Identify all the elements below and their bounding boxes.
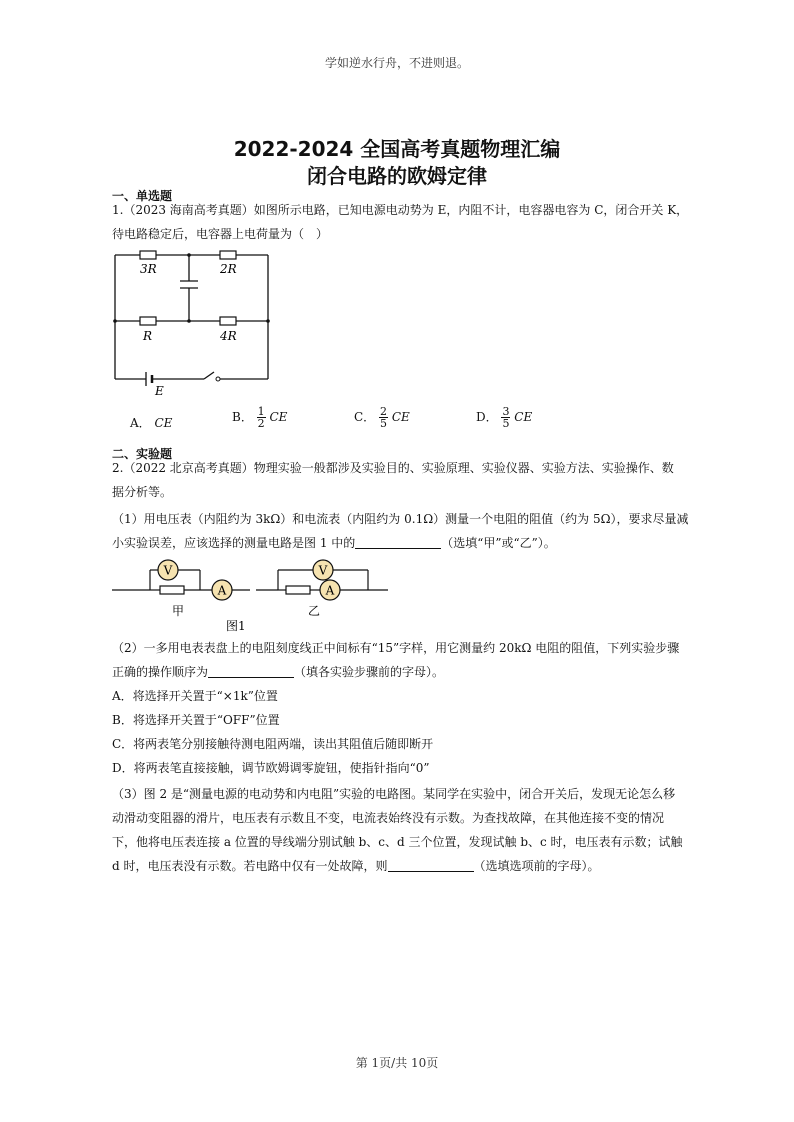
question-2-intro-line-1: 2.（2022 北京高考真题）物理实验一般都涉及实验目的、实验原理、实验仪器、实验方法、实验操作、数 <box>112 461 674 475</box>
label-yi: 乙 <box>308 604 321 618</box>
question-2-part-2 <box>112 636 692 684</box>
ammeter-yi-label: A <box>325 583 335 598</box>
voltmeter-yi-label: V <box>318 563 328 578</box>
answer-blank-2[interactable] <box>208 663 294 678</box>
resistor-yi <box>286 586 310 594</box>
answer-blank-1[interactable] <box>355 534 441 549</box>
ammeter-jia-label: A <box>217 583 227 598</box>
label-jia: 甲 <box>172 604 185 618</box>
question-1-line-2: 待电路稳定后，电容器上电荷量为（ ） <box>112 227 329 241</box>
option-b-fraction: $\frac{1}{2}$ <box>257 405 265 430</box>
section-heading-single-choice: 一、单选题 <box>112 189 173 203</box>
part-2-steps <box>112 684 692 780</box>
option-b-label: B． <box>232 410 253 424</box>
part-3-line-3: 下，他将电压表连接 a 位置的导线端分别试触 b、c、d 三个位置，发现试触 b、c 时，电压表有示数；试触 <box>112 835 683 849</box>
figure-1-caption: 图1 <box>226 619 246 633</box>
label-2r: 2R <box>220 262 237 276</box>
page-header: 学如逆水行舟，不进则退。 <box>324 56 469 70</box>
part-3-line-1: （3）图 2 是“测量电源的电动势和内电阻”实验的电路图。某同学在实验中，闭合开关后，发现无论怎么移 <box>112 787 676 801</box>
junction-dot <box>113 319 117 323</box>
junction-dot <box>187 319 191 323</box>
resistor-r <box>140 317 156 325</box>
switch-contact <box>216 377 220 381</box>
label-e: E <box>155 384 164 398</box>
option-d-fraction: $\frac{3}{5}$ <box>502 405 510 430</box>
resistor-4r <box>220 317 236 325</box>
option-a-label: A． <box>130 416 151 430</box>
option-d <box>476 406 532 429</box>
question-1-circuit-diagram <box>110 248 276 398</box>
page-footer: 第 1页/共 10页 <box>355 1056 439 1070</box>
question-1-stem <box>112 198 692 246</box>
option-c-value: CE <box>391 410 410 424</box>
option-d-label: D． <box>476 410 498 424</box>
option-c <box>354 406 410 429</box>
junction-dot <box>187 253 191 257</box>
question-2-part-3 <box>112 782 692 878</box>
option-c-label: C． <box>354 410 376 424</box>
doc-title: 2022-2024 全国高考真题物理汇编 <box>233 137 561 161</box>
resistor-jia <box>160 586 184 594</box>
option-d-value: CE <box>514 410 533 424</box>
part-3-line-2: 动滑动变阻器的滑片，电压表有示数且不变，电流表始终没有示数。为查找故障，在其他连接不变的情况 <box>112 811 665 825</box>
step-c: C．将两表笔分别接触待测电阻两端，读出其阻值后随即断开 <box>112 737 434 751</box>
answer-blank-3[interactable] <box>388 857 474 872</box>
part-2-line-2: 正确的操作顺序为 （填各实验步骤前的字母）。 <box>112 665 445 679</box>
label-3r: 3R <box>140 262 157 276</box>
question-2-intro-line-2: 据分析等。 <box>112 485 173 499</box>
part-2-line-1: （2）一多用电表表盘上的电阻刻度线正中间标有“15”字样，用它测量约 20kΩ 电阻的阻值，下列实验步骤 <box>112 641 680 655</box>
question-2-intro <box>112 456 692 504</box>
question-1-line-1: 1.（2023 海南高考真题）如图所示电路，已知电源电动势为 E，内阻不计，电容器电容为 C，闭合开关 K， <box>112 203 689 217</box>
option-a <box>130 414 172 431</box>
option-a-value: CE <box>154 416 173 430</box>
part-1-line-2: 小实验误差，应该选择的测量电路是图 1 中的 （选填“甲”或“乙”）。 <box>112 536 556 550</box>
part-3-line-4: d 时，电压表没有示数。若电路中仅有一处故障，则 （选填选项前的字母）。 <box>112 859 600 873</box>
voltmeter-jia-label: V <box>163 563 173 578</box>
part-1-line-1: （1）用电压表（内阻约为 3kΩ）和电流表（内阻约为 0.1Ω）测量一个电阻的阻值（约为 5Ω），要求尽量减 <box>112 512 689 526</box>
option-c-fraction: $\frac{2}{5}$ <box>380 405 388 430</box>
step-d: D．将两表笔直接接触，调节欧姆调零旋钮，使指针指向“0” <box>112 761 430 775</box>
doc-subtitle: 闭合电路的欧姆定律 <box>307 164 487 188</box>
option-b-value: CE <box>269 410 288 424</box>
option-b <box>232 406 287 429</box>
question-2-part-1 <box>112 507 692 555</box>
section-heading-experiment: 二、实验题 <box>112 447 173 461</box>
label-r: R <box>143 329 153 343</box>
resistor-2r <box>220 251 236 259</box>
junction-dot <box>266 319 270 323</box>
figure-1-drawing <box>110 556 395 636</box>
step-b: B．将选择开关置于“OFF”位置 <box>112 713 280 727</box>
step-a: A．将选择开关置于“×1k”位置 <box>112 689 278 703</box>
label-4r: 4R <box>220 329 237 343</box>
resistor-3r <box>140 251 156 259</box>
